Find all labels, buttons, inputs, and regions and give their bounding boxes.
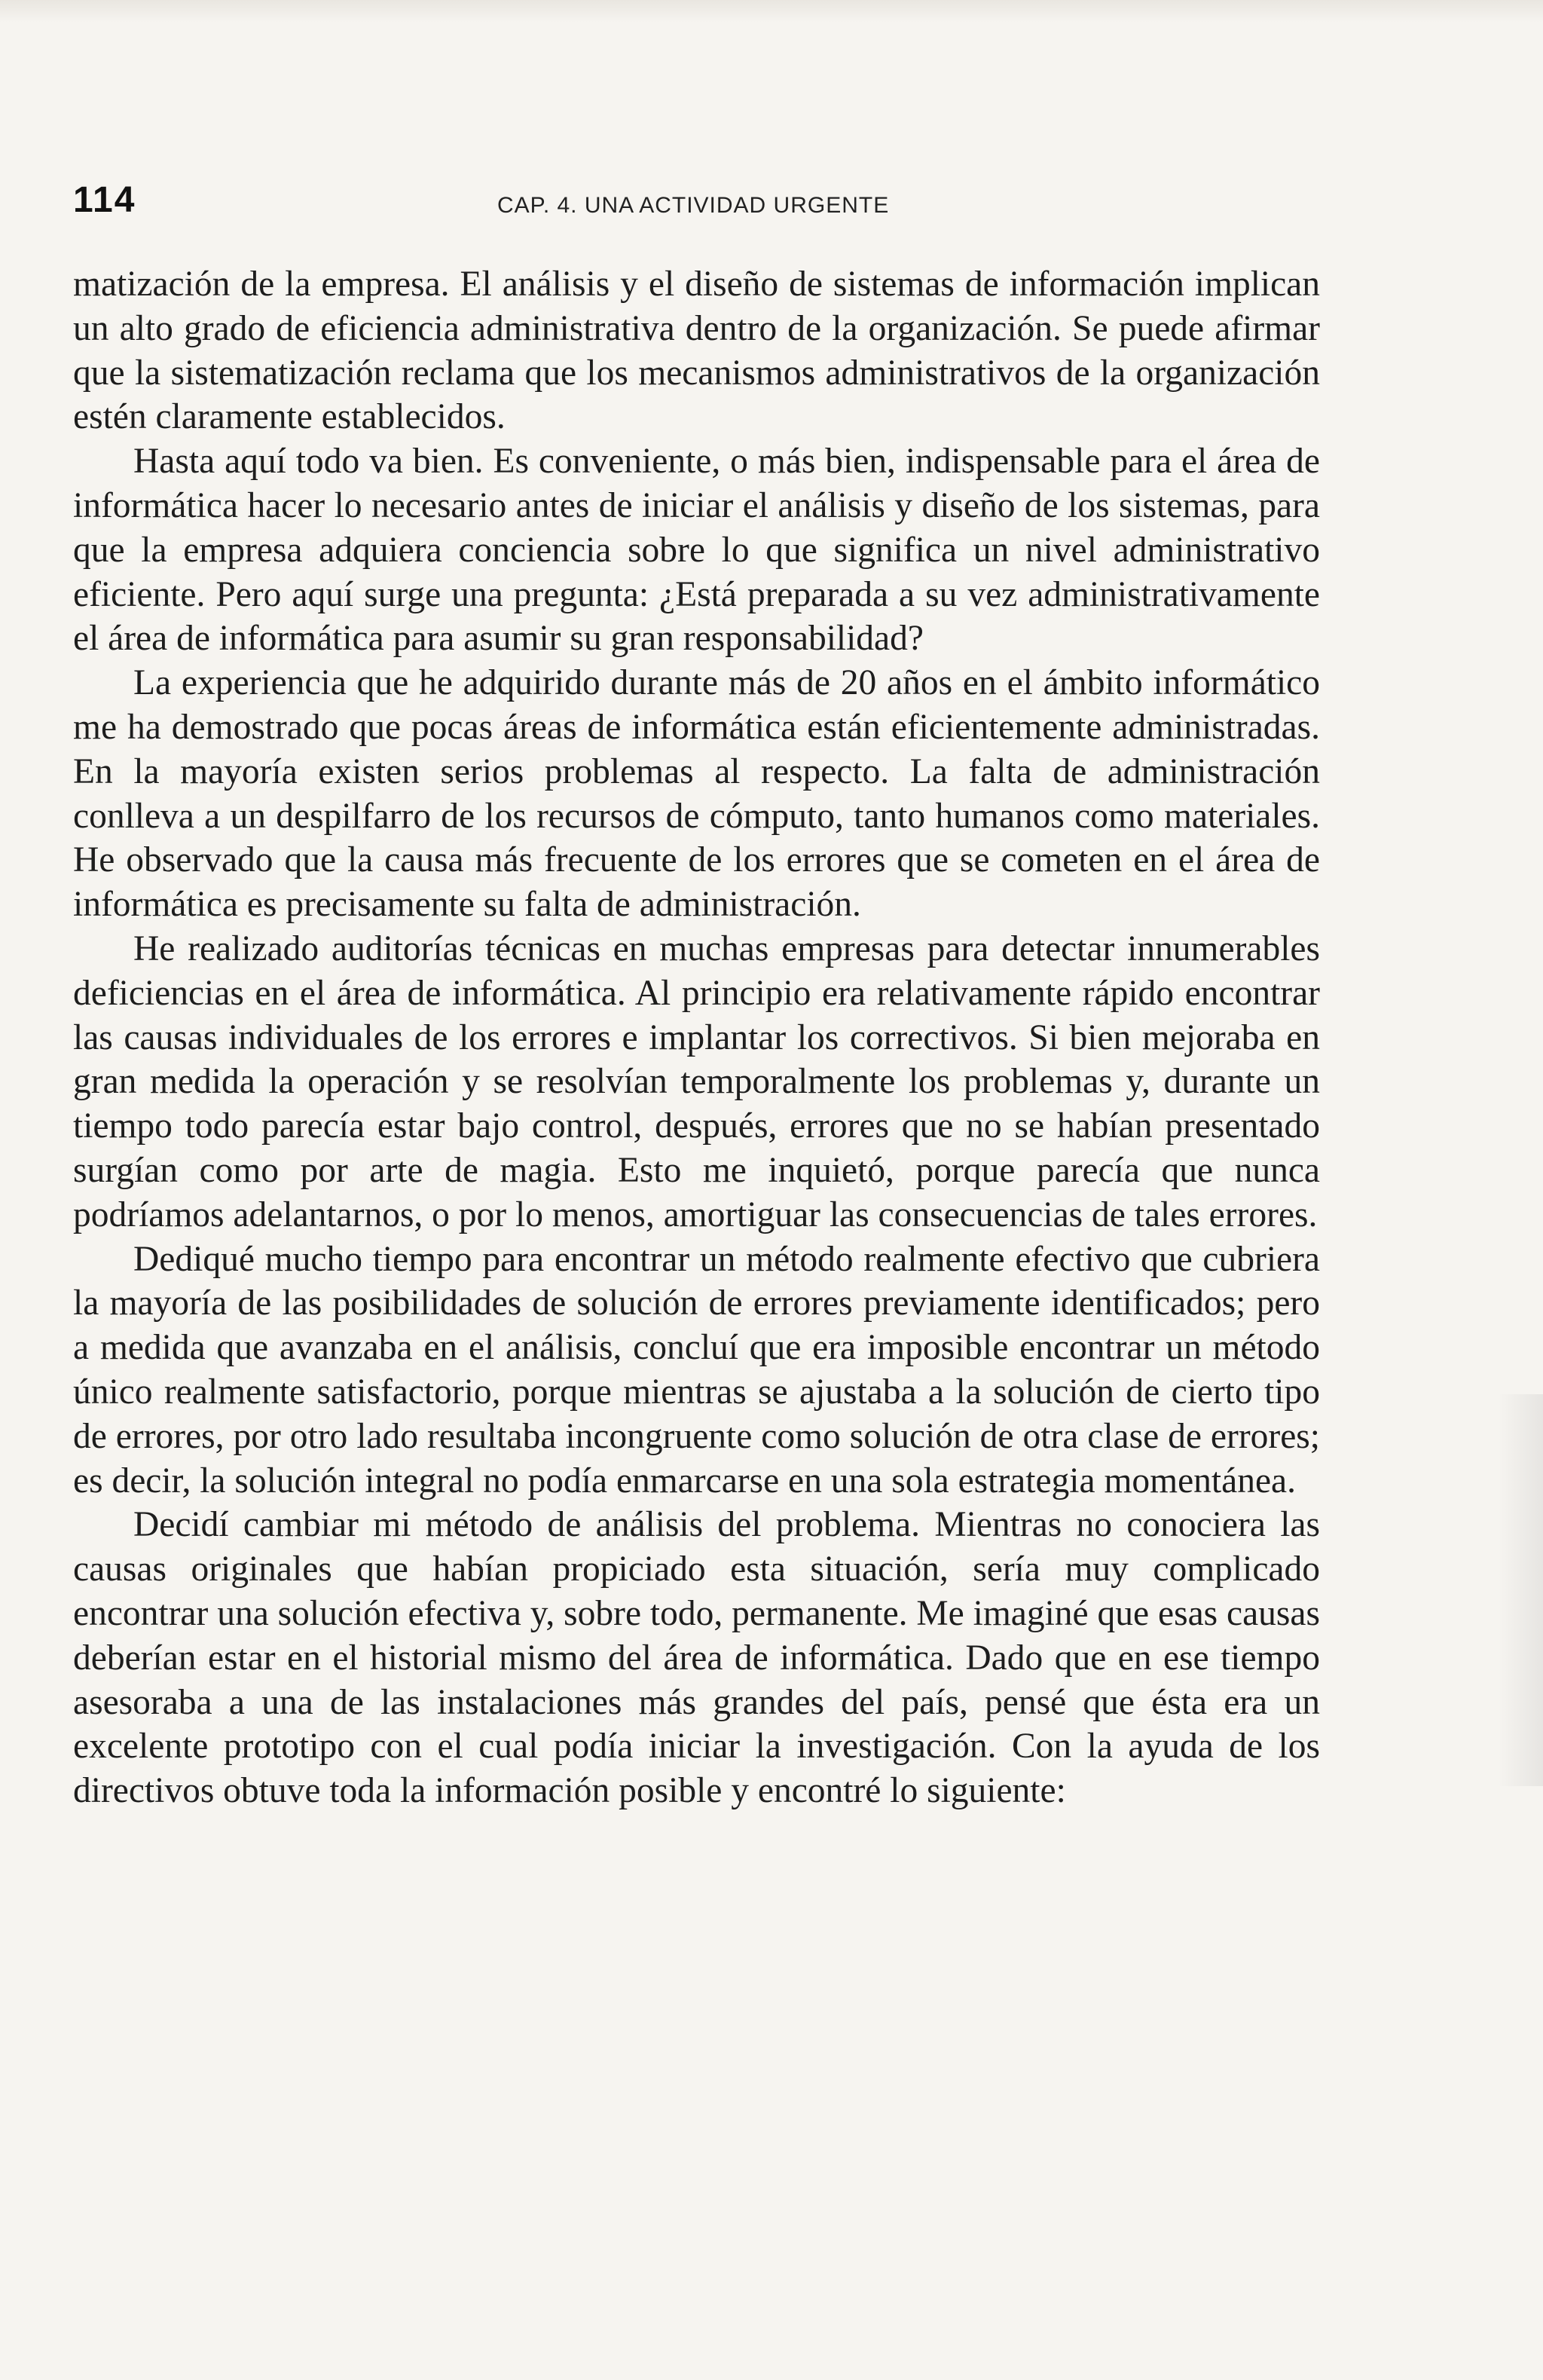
paragraph: Hasta aquí todo va bien. Es conveniente, o más bien, indispensable para el área de informática hacer lo necesario antes de iniciar el análisis y diseño de los sistemas, para que la empresa adquiera conciencia sobre lo que significa un nivel administrativo eficiente. Pero aquí surge una pregunta: ¿Está preparada a su vez administrativamente el área de informática para asumir su gran responsabilidad? (73, 442, 1320, 659)
page-top-edge (0, 0, 1543, 23)
chapter-title: CAP. 4. UNA ACTIVIDAD URGENTE (497, 193, 890, 218)
page-number: 114 (73, 180, 136, 220)
body-text (73, 262, 1320, 1813)
page-edge-shadow (1498, 1394, 1543, 1786)
paragraph-continuation: matización de la empresa. El análisis y el diseño de sistemas de información implican un alto grado de eficiencia administrativa dentro de la organización. Se puede afirmar que la sistematización reclama que los mecanismos administrativos de la organización estén claramente establecidos. (73, 265, 1320, 437)
running-head (73, 179, 1316, 232)
paragraph: La experiencia que he adquirido durante más de 20 años en el ámbito informático me ha demostrado que pocas áreas de informática están eficientemente administradas. En la mayoría existen serios problemas al respecto. La falta de administración conlleva a un despilfarro de los recursos de cómputo, tanto humanos como materiales. He observado que la causa más frecuente de los errores que se cometen en el área de informática es precisamente su falta de administración. (73, 663, 1320, 925)
paragraph: Decidí cambiar mi método de análisis del problema. Mientras no conociera las causas originales que habían propiciado esta situación, sería muy complicado encontrar una solución efectiva y, sobre todo, permanente. Me imaginé que esas causas deberían estar en el historial mismo del área de informática. Dado que en ese tiempo asesoraba a una de las instalaciones más grandes del país, pensé que ésta era un excelente prototipo con el cual podía iniciar la investigación. Con la ayuda de los directivos obtuve toda la información posible y encontré lo siguiente: (73, 1505, 1320, 1811)
paragraph: He realizado auditorías técnicas en muchas empresas para detectar innumerables deficiencias en el área de informática. Al principio era relativamente rápido encontrar las causas individuales de los errores e implantar los correctivos. Si bien mejoraba en gran medida la operación y se resolvían temporalmente los problemas y, durante un tiempo todo parecía estar bajo control, después, errores que no se habían presentado surgían como por arte de magia. Esto me inquietó, porque parecía que nunca podríamos adelantarnos, o por lo menos, amortiguar las consecuencias de tales errores. (73, 928, 1320, 1234)
paragraph: Dediqué mucho tiempo para encontrar un método realmente efectivo que cubriera la mayoría de las posibilidades de solución de errores previamente identificados; pero a medida que avanzaba en el análisis, concluí que era imposible encontrar un método único realmente satisfactorio, porque mientras se ajustaba a la solución de cierto tipo de errores, por otro lado resultaba incongruente como solución de otra clase de errores; es decir, la solución integral no podía enmarcarse en una sola estrategia momentánea. (73, 1239, 1320, 1501)
